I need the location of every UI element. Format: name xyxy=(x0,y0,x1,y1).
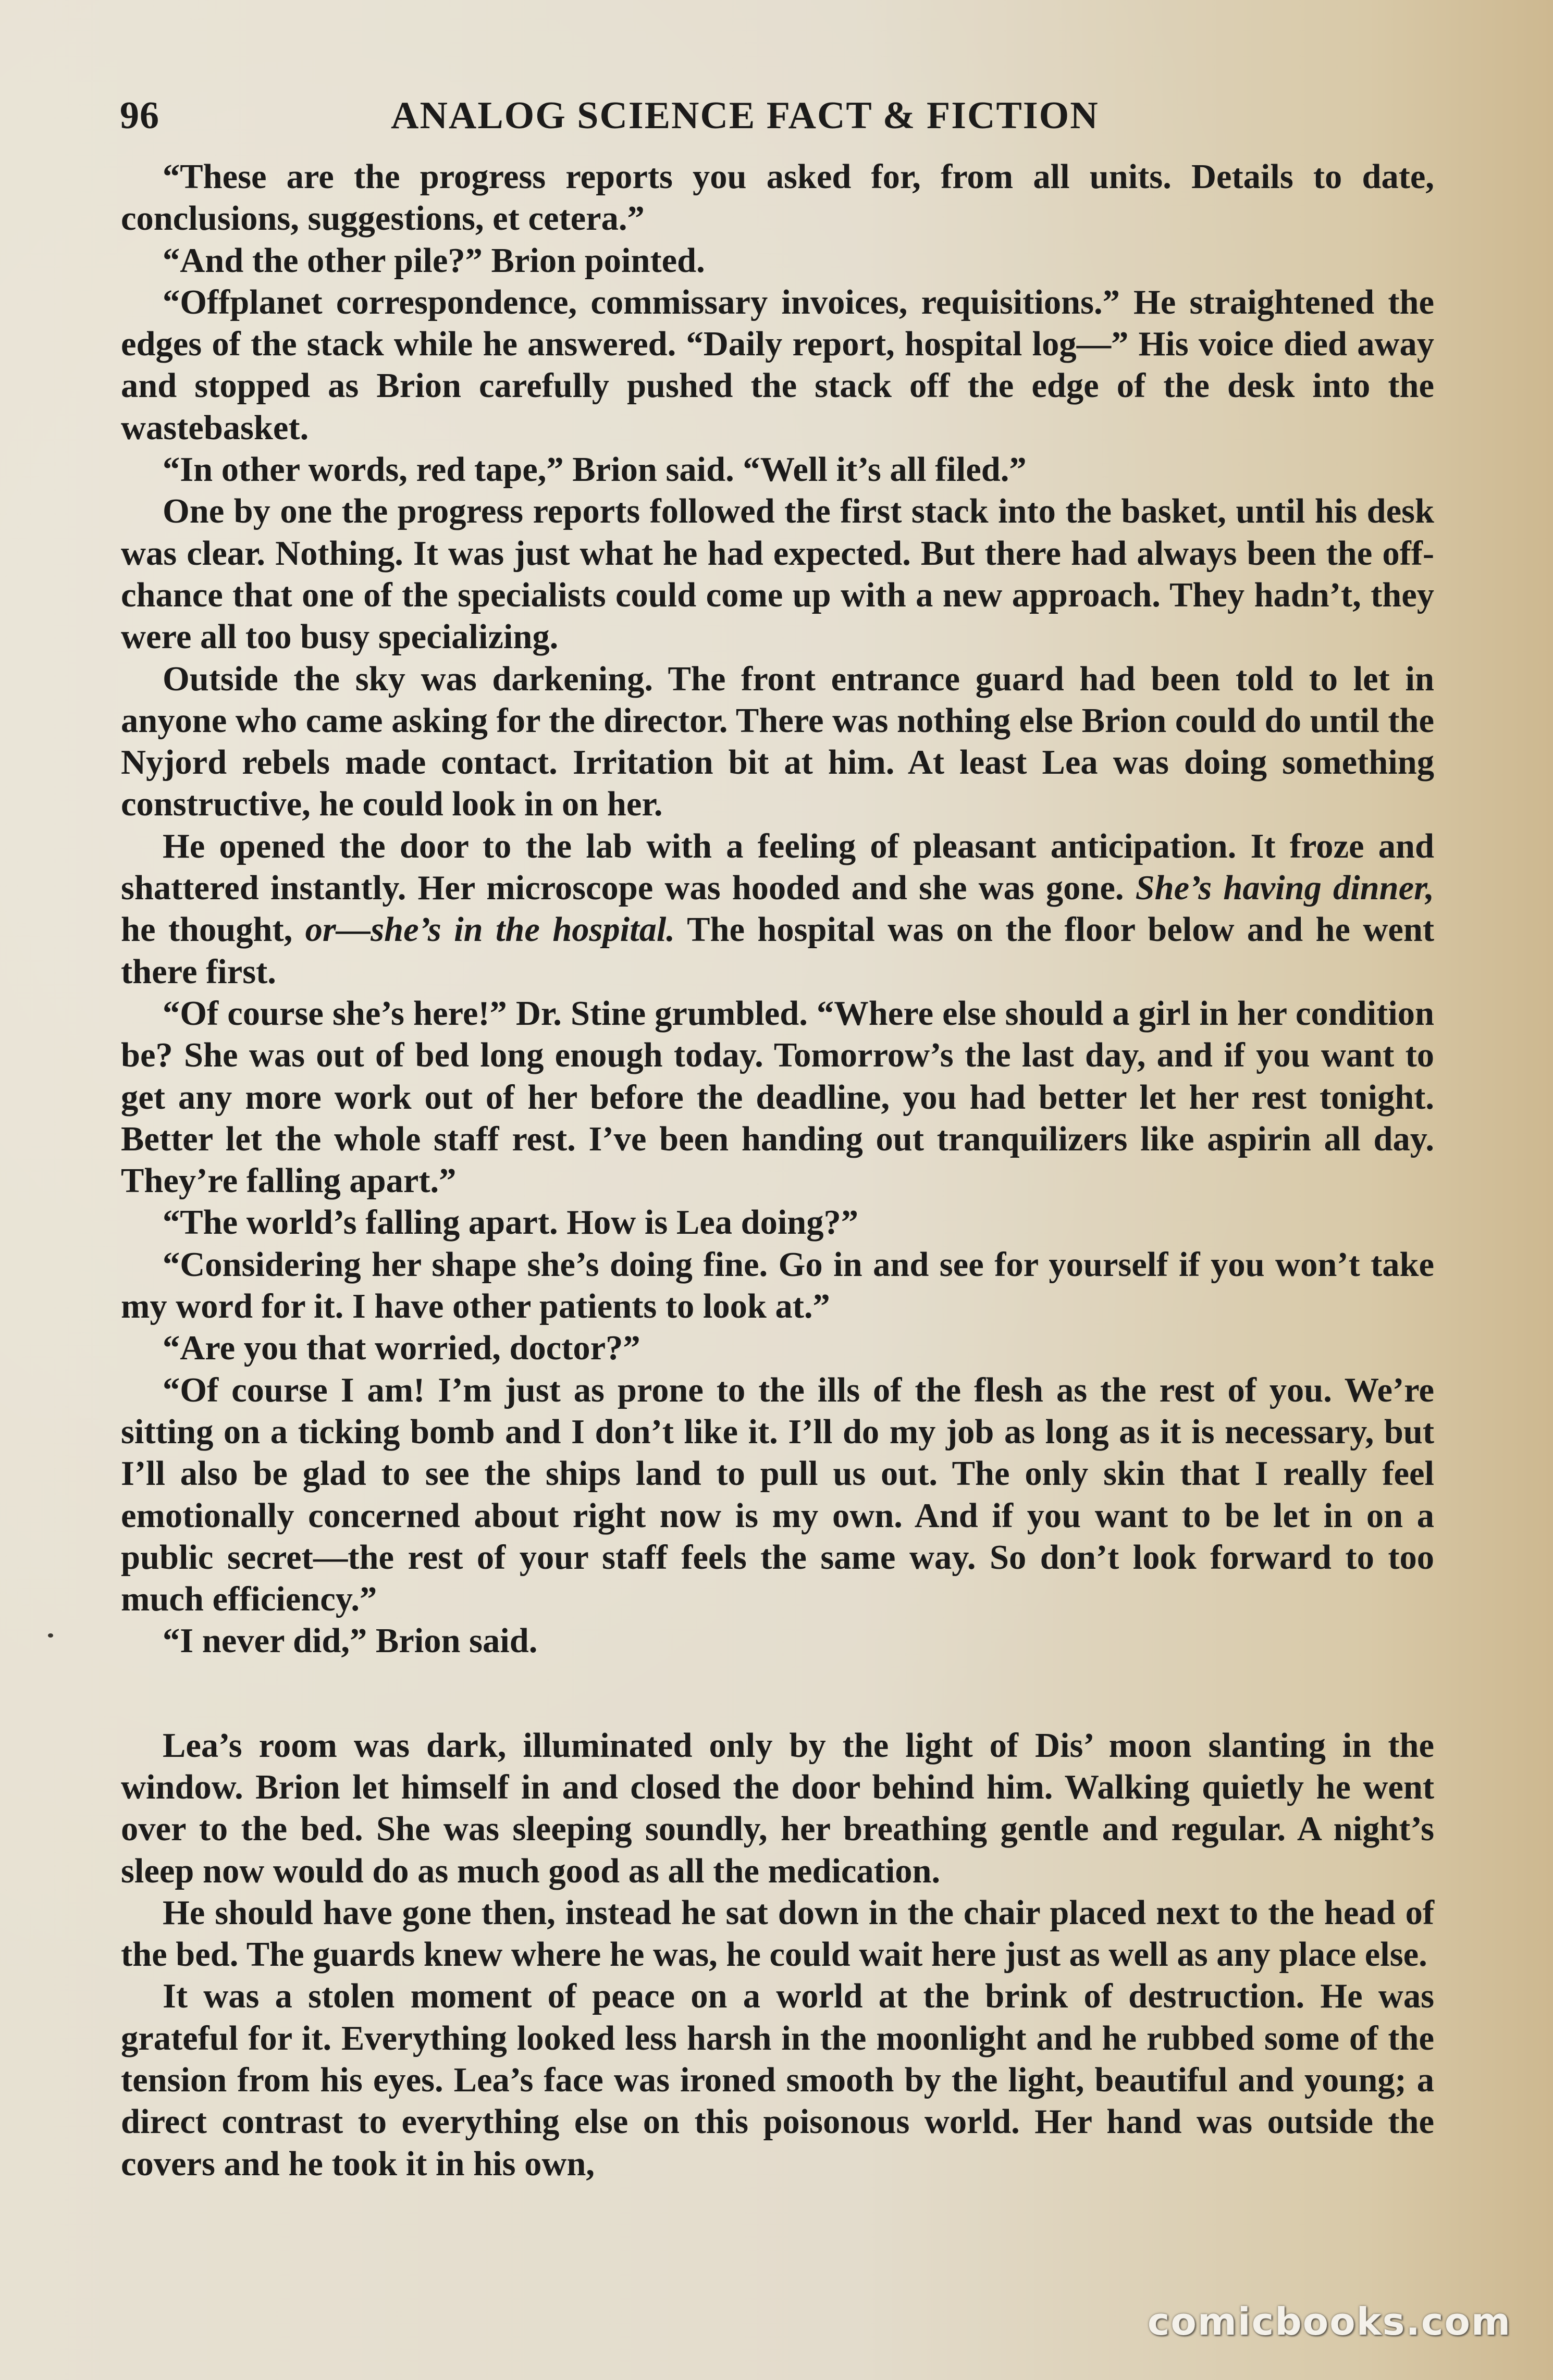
paragraph-lab-mid: he thought, xyxy=(121,911,305,949)
paragraph: One by one the progress reports followed the first stack into the basket, until his desk was clear. Nothing. It was just what he had expected. But there had always been the off-chance that one of the specialists could come up with a new approach. They hadn’t, they were all too busy specializing. xyxy=(121,492,1434,656)
site-watermark: comicbooks.com xyxy=(1147,2300,1511,2344)
paragraph-lab xyxy=(121,826,1434,993)
page-header xyxy=(120,94,1438,146)
paragraph: “Of course she’s here!” Dr. Stine grumbled. “Where else should a girl in her condition be? She was out of bed long enough today. Tomorrow’s the last day, and if you want to get any more work out of her before the deadline, you had better let her rest tonight. Better let the whole staff rest. I’ve been handing out tranquilizers like aspirin all day. They’re falling apart.” xyxy=(121,994,1434,1200)
paragraph: Outside the sky was darkening. The front entrance guard had been told to let in anyone who came asking for the director. There was nothing else Brion could do until the Nyjord rebels made contact. Irritation bit at him. At least Lea was doing something constructive, he could look in on her. xyxy=(121,660,1434,824)
italic-thought-hospital: or—she’s in the hospital. xyxy=(305,911,675,949)
paragraph: “Considering her shape she’s doing fine. Go in and see for yourself if you won’t take my word for it. I have other patients to look at.” xyxy=(121,1245,1434,1326)
paragraph-lab-end: The hospital was on the floor below and he went there first. xyxy=(121,911,1434,991)
running-head: ANALOG SCIENCE FACT & FICTION xyxy=(391,94,1099,137)
paragraph: “These are the progress reports you asked for, from all units. Details to date, conclusions, suggestions, et cetera.” xyxy=(121,158,1434,238)
paragraph: It was a stolen moment of peace on a world at the brink of destruction. He was grateful for it. Everything looked less harsh in the moonlight and he rubbed some of the tension from his eyes. Lea’s face was ironed smooth by the light, beautiful and young; a direct contrast to everything else on this poisonous world. Her hand was outside the covers and he took it in his own, xyxy=(121,1977,1434,2183)
paragraph-section-start: Lea’s room was dark, illuminated only by the light of Dis’ moon slanting in the window. Brion let himself in and closed the door behind him. Walking quietly he went over to the bed. She was sleeping soundly, her breathing gentle and regular. A night’s sleep now would do as much good as all the medication. xyxy=(121,1726,1434,1890)
paragraph: “And the other pile?” Brion pointed. xyxy=(163,241,705,280)
paragraph: “Are you that worried, doctor?” xyxy=(163,1329,640,1368)
paragraph: “Of course I am! I’m just as prone to the ills of the flesh as the rest of you. We’re sitting on a ticking bomb and I don’t like it. I’ll do my job as long as it is necessary, but I’ll also be glad to see the ships land to pull us out. The only skin that I really feel emotionally concerned about right now is my own. And if you want to be let in on a public secret—the rest of your staff feels the same way. So don’t look forward to too much efficiency.” xyxy=(121,1371,1434,1619)
paragraph: “I never did,” Brion said. xyxy=(163,1622,538,1660)
paragraph: He should have gone then, instead he sat down in the chair placed next to the head of the bed. The guards knew where he was, he could wait here just as well as any place else. xyxy=(121,1893,1434,1974)
story-text xyxy=(121,156,1434,2185)
paragraph: “The world’s falling apart. How is Lea doing?” xyxy=(163,1204,859,1242)
paragraph-lab-start: He opened the door to the lab with a feeling of pleasant anticipation. It froze and shattered instantly. Her microscope was hooded and she was gone. xyxy=(121,827,1434,908)
ink-speck xyxy=(48,1633,53,1638)
paragraph: “In other words, red tape,” Brion said. “Well it’s all filed.” xyxy=(163,451,1027,489)
italic-thought-dinner: She’s having dinner, xyxy=(1135,869,1434,908)
page-number: 96 xyxy=(120,94,159,137)
paragraph: “Offplanet correspondence, commissary invoices, requisitions.” He straightened the edges of the stack while he answered. “Daily report, hospital log—” His voice died away and stopped as Brion carefully pushed the stack off the edge of the desk into the wastebasket. xyxy=(121,283,1434,447)
